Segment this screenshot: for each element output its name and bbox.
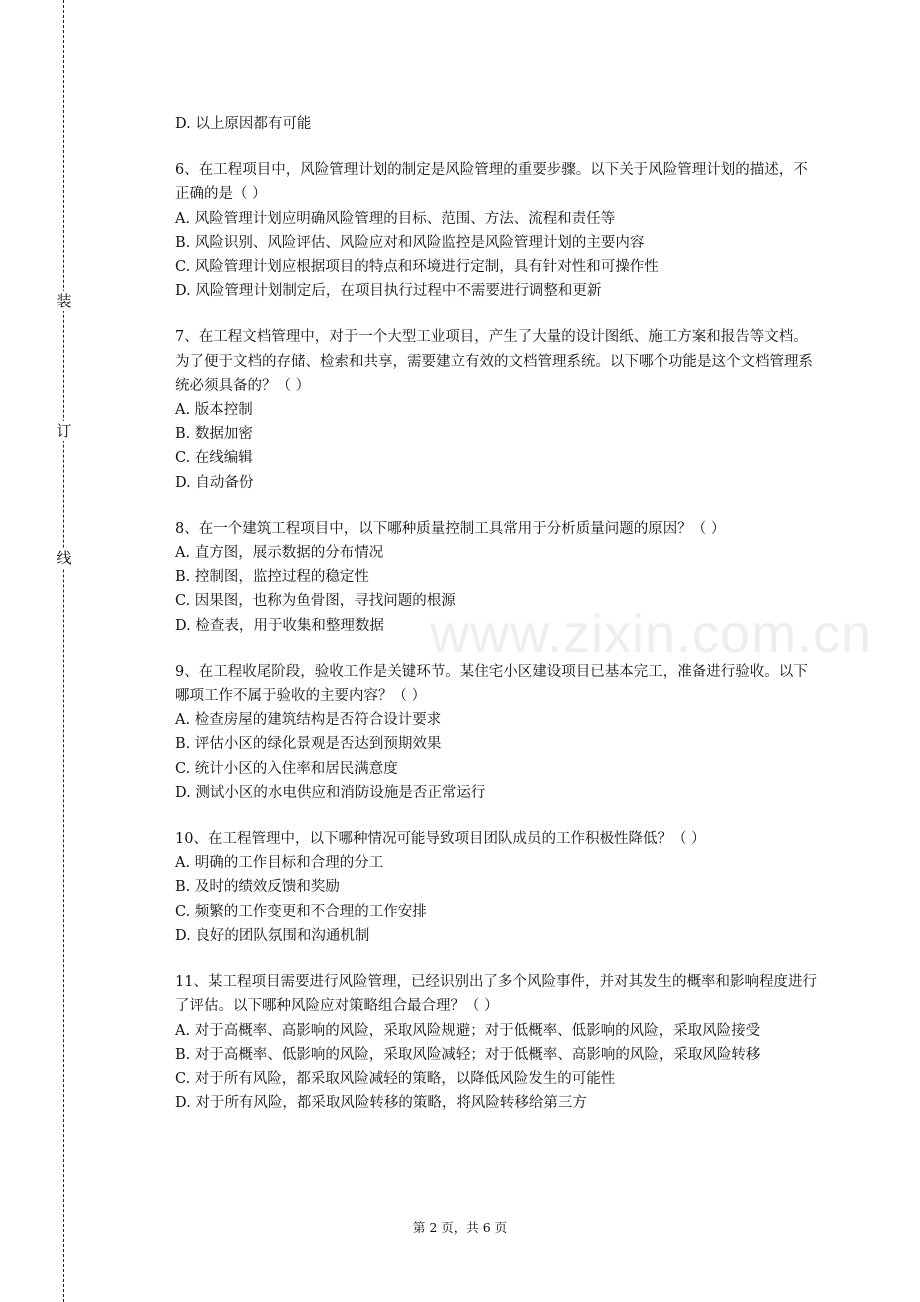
question-stem: 7、在工程文档管理中，对于一个大型工业项目，产生了大量的设计图纸、施工方案和报告等文档。为了便于文档的存储、检索和共享，需要建立有效的文档管理系统。以下哪个功能是这个文档管理系统必须具备的？（ ） (175, 329, 813, 394)
option-c: C. 对于所有风险，都采取风险减轻的策略，以降低风险发生的可能性 (175, 1070, 616, 1087)
page-footer: 第 2 页，共 6 页 (412, 1220, 508, 1235)
option-c: C. 频繁的工作变更和不合理的工作安排 (175, 903, 427, 920)
option-b: B. 数据加密 (175, 426, 253, 443)
question-10 (175, 827, 820, 948)
option-a: A. 风险管理计划应明确风险管理的目标、范围、方法、流程和责任等 (175, 210, 616, 227)
option-d: D. 测试小区的水电供应和消防设施是否正常运行 (175, 784, 486, 801)
binding-char-ding: 订 (54, 421, 74, 441)
option-b: B. 对于高概率、低影响的风险，采取风险减轻；对于低概率、高影响的风险，采取风险转移 (175, 1046, 761, 1063)
option-a: A. 版本控制 (175, 402, 253, 419)
option-b: B. 评估小区的绿化景观是否达到预期效果 (175, 736, 442, 753)
question-9 (175, 660, 820, 805)
option-d: D. 检查表，用于收集和整理数据 (175, 617, 384, 634)
binding-char-xian: 线 (54, 548, 74, 568)
question-stem: 10、在工程管理中，以下哪种情况可能导致项目团队成员的工作积极性降低？（ ） (175, 831, 706, 848)
question-list (175, 112, 820, 1115)
option-d: D. 自动备份 (175, 474, 254, 491)
option-a: A. 直方图，展示数据的分布情况 (175, 545, 384, 562)
option-d: D. 良好的团队氛围和沟通机制 (175, 927, 370, 944)
option-b: B. 风险识别、风险评估、风险应对和风险监控是风险管理计划的主要内容 (175, 234, 645, 251)
option-a: A. 检查房屋的建筑结构是否符合设计要求 (175, 712, 442, 729)
option-c: C. 统计小区的入住率和居民满意度 (175, 760, 398, 777)
binding-dashed-line (63, 0, 64, 1302)
option-c: C. 因果图，也称为鱼骨图，寻找问题的根源 (175, 593, 456, 610)
watermark: www.zixin.com.cn (430, 604, 873, 664)
option-a: A. 对于高概率、高影响的风险，采取风险规避；对于低概率、低影响的风险，采取风险接受 (175, 1022, 761, 1039)
option-d: D. 以上原因都有可能 (175, 116, 312, 132)
option-a: A. 明确的工作目标和合理的分工 (175, 855, 384, 872)
question-stem: 8、在一个建筑工程项目中，以下哪种质量控制工具常用于分析质量问题的原因？（ ） (175, 520, 726, 537)
option-c: C. 在线编辑 (175, 450, 253, 467)
question-7 (175, 325, 820, 494)
question-stem: 6、在工程项目中，风险管理计划的制定是风险管理的重要步骤。以下关于风险管理计划的描述，不正确的是（ ） (175, 162, 808, 203)
question-prev-tail (175, 112, 820, 136)
option-b: B. 及时的绩效反馈和奖励 (175, 879, 340, 896)
option-c: C. 风险管理计划应根据项目的特点和环境进行定制，具有针对性和可操作性 (175, 259, 659, 276)
option-b: B. 控制图，监控过程的稳定性 (175, 569, 369, 586)
question-6 (175, 158, 820, 303)
question-8 (175, 517, 820, 638)
option-d: D. 风险管理计划制定后，在项目执行过程中不需要进行调整和更新 (175, 283, 602, 300)
question-11 (175, 970, 820, 1115)
question-stem: 11、某工程项目需要进行风险管理，已经识别出了多个风险事件，并对其发生的概率和影响程度进行了评估。以下哪种风险应对策略组合最合理？（ ） (175, 974, 817, 1015)
question-stem: 9、在工程收尾阶段，验收工作是关键环节。某住宅小区建设项目已基本完工，准备进行验收。以下哪项工作不属于验收的主要内容？（ ） (175, 663, 808, 705)
option-d: D. 对于所有风险，都采取风险转移的策略，将风险转移给第三方 (175, 1095, 587, 1112)
binding-char-zhuang: 装 (54, 291, 74, 311)
